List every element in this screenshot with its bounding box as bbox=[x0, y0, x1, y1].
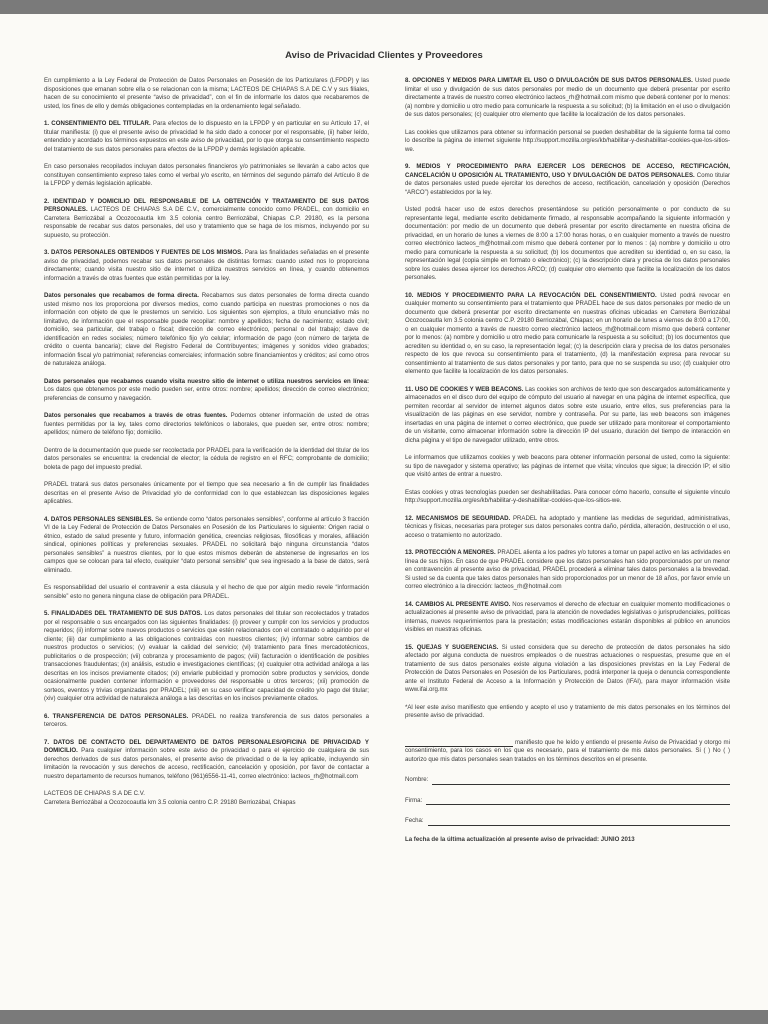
paragraph bbox=[44, 292, 369, 369]
signature-date-row bbox=[405, 817, 730, 826]
section-heading: 11. USO DE COOKIES Y WEB BEACONS. bbox=[405, 385, 524, 393]
paragraph bbox=[405, 515, 730, 541]
paragraph bbox=[44, 163, 369, 189]
paragraph-text: Es responsabilidad del usuario el contravenir a esta cláusula y el hecho de que por algún medio revele “información sensible” esto no genera ninguna clase de obligación para PRADEL. bbox=[44, 584, 369, 600]
section-heading: 13. PROTECCIÓN A MENORES. bbox=[405, 549, 496, 556]
paragraph bbox=[44, 790, 369, 807]
section-heading: 9. MEDIOS Y PROCEDIMIENTO PARA EJERCER LOS DERECHOS DE ACCESO, RECTIFICACIÓN, CANCELACIÓN U OPOSICIÓN AL TRATAMIENTO, USO Y DIVULGACIÓN DE DATOS PERSONALES. bbox=[405, 163, 730, 179]
section-heading: 14. CAMBIOS AL PRESENTE AVISO. bbox=[405, 600, 511, 608]
consent-text: manifiesto que he leído y entiendo el presente Aviso de Privacidad y otorgo mi consentimiento, para los casos en los que es necesario, para el tratamiento de mis datos personales. Si ( ) No ( ) autorizo que mis datos personales sean tratados en los términos descritos en el presente. bbox=[405, 738, 730, 763]
name-line bbox=[432, 777, 730, 785]
left-column bbox=[44, 77, 369, 816]
paragraph bbox=[405, 454, 730, 480]
paragraph-text: *Al leer este aviso manifiesto que entiendo y acepto el uso y tratamiento de mis datos personales en los términos del presente aviso de privacidad. bbox=[405, 703, 730, 719]
paragraph bbox=[44, 198, 369, 241]
paragraph-text: LACTEOS DE CHIAPAS S.A DE C.V., comercialmente conocido como PRADEL, con domicilio en Carretera Berriozábal a Ocozocoautla km 3.5 colonia centro Berriozábal, Chiapas C.P. 29180, es la persona responsable de recabar sus datos personales, del uso y tratamiento que se haga de los mismos, incluyendo por su supuesto, su protección. bbox=[44, 206, 369, 239]
paragraph-text: PRADEL tratará sus datos personales únicamente por el tiempo que sea necesario a fin de cumplir las finalidades descritas en el presente Aviso de Privacidad y/o de conformidad con lo que establezcan las disposiciones legales aplicables. bbox=[44, 481, 369, 505]
signature-line bbox=[426, 797, 730, 805]
section-heading: 8. OPCIONES Y MEDIOS PARA LIMITAR EL USO O DIVULGACIÓN DE SUS DATOS PERSONALES. bbox=[405, 77, 693, 84]
paragraph bbox=[44, 584, 369, 601]
paragraph-text: Usted podrá hacer uso de estos derechos presentándose su petición personalmente o por conducto de su representante legal, mediante escrito debidamente firmado, al responsable acompañando la siguiente información y documentación: por medio de un documento que deberá presentar por escrito directamente en nuestra oficina de privacidad, en un horario de lunes a viernes de 8:00 a 17:00 horas horas, o en cualquier momento a través de nuestro correo electrónico lacteos_rh@hotmail.com mismo que deberá contener por lo menos : (a) nombre y domicilio u otro medio para comunicarle la respuesta a su solicitud; (b) los documentos que acrediten su identidad o, en su caso, la representación legal (copia simple en formato o electrónico); (c) la descripción clara y precisa de los datos personales sobre los cuales desea ejercer los derechos ARCO; (d) cualquier otro elemento que facilite la localización de los datos personales. bbox=[405, 206, 730, 281]
paragraph-text: PRADEL no realiza transferencia de sus datos personales a terceros. bbox=[44, 712, 369, 728]
paragraph-text: Usted podrá revocar en cualquier momento su consentimiento para el tratamiento que PRADEL hace de sus datos personales por medio de un documento que deberá presentar por escrito directamente en nuestras oficinas ubicadas en Carretera Berriozábal Ocozocoautla km 3.5 colonia centro C.P. 29180 Berriozábal, Chiapas; en un horario de lunes a viernes de 8:00 a 17:00, o en cualquier momento a través de nuestro correo electrónico lacteos_rh@hotmail.com mismo que deberá contener por lo menos: (a) nombre y domicilio u otro medio para comunicarle la respuesta a su solicitud; (b) los documentos que acrediten su identidad o, en su caso, la representación legal; (c) la descripción clara y precisa de los datos personales respecto de los que revoca su consentimiento para el tratamiento, (d) la manifestación expresa para revocar su consentimiento al tratamiento de sus datos personales y por tanto, para que no se suspenda su uso; (d) cualquier otro elemento que facilite la localización de los datos personales. bbox=[405, 291, 730, 375]
paragraph bbox=[405, 644, 730, 695]
paragraph-text: En caso personales recopilados incluyan datos personales financieros y/o patrimoniales se llevarán a cabo actos que constituyen consentimiento expreso tales como el verbal y/o escrito, en términos del segundo párrafo del Artículo 8 de la LFPDP y demás legislación aplicable. bbox=[44, 163, 369, 187]
name-label: Nombre: bbox=[405, 776, 429, 783]
paragraph-text: Para cualquier información sobre este aviso de privacidad o para el ejercicio de cualquiera de sus derechos derivados de sus datos personales, el presente aviso de privacidad o de la ley aplicable, incluyendo sin limitación la revocación y sus derechos de acceso, rectificación, cancelación y oposición, por favor de contactar a nuestro departamento de recursos humanos, teléfono (961)6556-11-41, correo electrónico: lacteos_rh@hotmail.com bbox=[44, 747, 369, 780]
paragraph-text: En cumplimiento a la Ley Federal de Protección de Datos Personales en Posesión de los Particulares (LFPDP) y las disposiciones que emanan sobre ella o se relacionan con la misma; LACTEOS DE CHIAPAS S.A DE C.V y sus filiales, hacen de su conocimiento el presente “aviso de privacidad”, con el fin de informarle los datos que recabaremos de usted, los fines de ello y demás obligaciones contempladas en la ordenamiento legal señalado. bbox=[44, 77, 369, 110]
signature-label: Firma: bbox=[405, 796, 423, 804]
paragraph bbox=[44, 378, 369, 404]
paragraph bbox=[405, 163, 730, 197]
signature-name-row bbox=[405, 776, 730, 785]
section-heading: Datos personales que recabamos cuando visita nuestro sitio de internet o utiliza nuestros servicios en línea: bbox=[44, 377, 369, 385]
section-heading: 3. DATOS PERSONALES OBTENIDOS Y FUENTES DE LOS MISMOS. bbox=[44, 249, 243, 256]
section-heading: 10. MEDIOS Y PROCEDIMIENTO PARA LA REVOCACIÓN DEL CONSENTIMIENTO. bbox=[405, 291, 657, 299]
right-paragraphs bbox=[405, 77, 730, 721]
paragraph bbox=[405, 206, 730, 283]
paragraph bbox=[44, 412, 369, 438]
paragraph-text: Nos reservamos el derecho de efectuar en cualquier momento modificaciones o actualizaciones al presente aviso de privacidad, para la atención de novedades legislativas o jurisprudenciales, políticas internas, nuevos requerimientos para la prestación; estas modificaciones estarán disponibles al público en anuncios visibles en nuestras oficinas. bbox=[405, 600, 730, 633]
section-heading: 15. QUEJAS Y SUGERENCIAS. bbox=[405, 643, 499, 651]
signature-firma-row bbox=[405, 797, 730, 806]
date-label: Fecha: bbox=[405, 817, 424, 824]
section-heading: 1. CONSENTIMIENTO DEL TITULAR. bbox=[44, 120, 151, 127]
paragraph bbox=[405, 77, 730, 120]
document-page bbox=[0, 14, 768, 1010]
consent-statement bbox=[405, 739, 730, 765]
paragraph-text: Como titular de datos personales usted puede ejercitar los derechos de acceso, rectificación, cancelación y oposición (Derechos “ARCO”) establecidos por la ley. bbox=[405, 171, 730, 196]
paragraph-text: LACTEOS DE CHIAPAS S.A DE C.V. Carretera Berriozábal a Ocozocoautla km 3.5 colonia centro C.P. 29180 Berriozábal, Chiapas bbox=[44, 790, 296, 806]
paragraph bbox=[405, 386, 730, 446]
section-heading: 4. DATOS PERSONALES SENSIBLES. bbox=[44, 515, 154, 523]
paragraph bbox=[405, 489, 730, 506]
paragraph-text: Dentro de la documentación que puede ser recolectada por PRADEL para la verificación de la identidad del titular de los datos personales se encuentra: la credencial de elector; la cédula de registro en el RFC; comprobante de domicilio; boleta de pago del impuesto predial. bbox=[44, 446, 369, 471]
paragraph-text: Los datos que obtenemos por este medio pueden ser, entre otros: nombre; apellidos; dirección de correo electrónico; preferencias de consumo y navegación. bbox=[44, 386, 369, 402]
paragraph bbox=[405, 292, 730, 377]
paragraph-text: PRADEL alienta a los padres y/o tutores a tomar un papel activo en las actividades en línea de sus hijos. En caso de que PRADEL considere que los datos personales han sido proporcionados por un menor en contravención al presente aviso de privacidad, PRADEL procederá a eliminar tales datos personales a la brevedad. Si usted se da cuenta que tales datos personales han sido proporcionados por un menor de 18 años, por favor envíe un correo electrónico a la dirección: lacteos_rh@hotmail.com bbox=[405, 549, 730, 590]
name-blank-line bbox=[405, 740, 513, 747]
paragraph bbox=[405, 601, 730, 635]
paragraph bbox=[44, 120, 369, 154]
paragraph-text: Los datos personales del titular son recolectados y tratados por el responsable o sus encargados con las siguientes finalidades: (i) proveer y cumplir con los servicios y productos requeridos; (ii) informar sobre nuevos productos o servicios que estén relacionados con el contratado o adquirido por el cliente; (iii) dar cumplimiento a las obligaciones contraídas con nuestros clientes; (iv) informar sobre cambios de nuestros productos o servicios; (v) evaluar la calidad del servicio; (vi) tratamiento para fines mercadotécnicos, publicitarios o de prospección; (vii) cobranza y procesamiento de pagos; (viii) facturación o identificación de posibles transacciones fraudulentas; (ix) análisis, estudio e investigaciones científicas; (x) cualquier otra actividad análoga a las descritas en los incisos previamente citados; (xi) enviarle publicidad y promoción sobre productos y servicios, donde ocasionalmente pueden contener información e proveedores del responsable u otros terceros; (xii) promoción de sorteos, eventos y trivias organizadas por PRADEL; (xiii) en su caso verificar capacidad de crédito y/o pago del titular; (xiv) cualquier otra actividad de naturaleza análoga a las descritas en los incisos previamente citados. bbox=[44, 610, 370, 702]
paragraph bbox=[405, 704, 730, 721]
paragraph bbox=[44, 481, 369, 507]
paragraph-text: Le informamos que utilizamos cookies y web beacons para obtener información personal de usted, como la siguiente: su tipo de navegador y sistema operativo; las páginas de internet que visita; vínculos que sigue; la dirección IP; el sitio que visitó antes de entrar a nuestro. bbox=[405, 454, 730, 478]
section-heading: 2. IDENTIDAD Y DOMICILIO DEL RESPONSABLE DE LA OBTENCIÓN Y TRATAMIENTO DE SUS DATOS PERSONALES. bbox=[44, 197, 369, 213]
document-title: Aviso de Privacidad Clientes y Proveedores bbox=[285, 50, 483, 61]
section-heading: Datos personales que recabamos de forma directa. bbox=[44, 292, 199, 299]
paragraph-text: Para efectos de lo dispuesto en la LFPDP y en particular en su Artículo 17, el titular manifiesta: (i) que el presente aviso de privacidad le ha sido dado a conocer por el responsable, (ii) haber leído, entendido y acordado los términos expuestos en este aviso de privacidad, por lo que otorga su consentimiento respecto del tratamiento de sus datos personales para efectos de la LFPDP y demás legislación aplicable. bbox=[44, 120, 369, 153]
section-heading: Datos personales que recabamos a través de otras fuentes. bbox=[44, 412, 228, 419]
paragraph bbox=[405, 129, 730, 155]
paragraph-text: Las cookies que utilizamos para obtener su información personal se pueden deshabilitar de la siguiente forma tal como lo describe la página de internet siguiente http://support.mozilla.org/es/kb/habilitar-y-deshabilitar-cookies-que-los-sitios-we. bbox=[405, 128, 730, 153]
paragraph bbox=[44, 447, 369, 473]
paragraph-text: Para las finalidades señaladas en el presente aviso de privacidad, podemos recabar sus datos personales de distintas formas: cuando usted nos lo proporciona directamente; cuando visita nuestro sitio de internet o utiliza nuestros servicios en línea, y cuando obtenemos información a través de otras fuentes que están permitidas por la ley. bbox=[44, 249, 369, 282]
paragraph-text: Si usted considera que su derecho de protección de datos personales ha sido afectado por alguna conducta de nuestros empleados o de nuestras actuaciones o respuestas, presume que en el tratamiento de sus datos personales existe alguna violación a las disposiciones previstas en la Ley Federal de Protección de Datos Personales en Posesión de los Particulares, podrá interponer la queja o denuncia correspondiente ante el Instituto Federal de Acceso a la Información y Protección de Datos (IFAI), para mayor información visite www.ifai.org.mx bbox=[405, 643, 730, 693]
right-column bbox=[405, 77, 730, 853]
paragraph bbox=[44, 77, 369, 111]
paragraph bbox=[44, 516, 369, 576]
paragraph-text: Se entiende como “datos personales sensibles”, conforme al artículo 3 fracción VI de la Ley Federal de Protección de Datos Personales en Posesión de los Particulares lo siguiente: Origen racial o étnico, estado de salud presente y futuro, información genética, creencias religiosas, filosóficas y morales, afiliación sindical, opiniones políticas y preferencias sexuales. PRADEL no solicitará bajo ninguna circunstancia “datos personales sensibles” a nuestros clientes, por lo que estos mismos deberán de abstenerse de ingresarlos en los campos que se colocan para tal efecto, cualquier “dato personal sensible” que sea ingresado a la base de datos, será eliminado. bbox=[44, 515, 369, 574]
section-heading: 12. MECANISMOS DE SEGURIDAD. bbox=[405, 514, 511, 522]
paragraph bbox=[44, 249, 369, 283]
paragraph-text: Recabamos sus datos personales de forma directa cuando usted mismo nos los proporciona por diversos medios, como cuando participa en nuestras promociones o nos da información con objeto de que le prestemos un servicio. Los siguientes son ejemplos, a título enunciativo más no limitativo, de información que el responsable puede recopilar: nombre y apellidos; fecha de nacimiento; estado civil; domicilio, sea particular, del trabajo o fiscal; dirección de correo electrónico, personal o del trabajo; clave de identificación en redes sociales; número telefónico fijo y/o celular; información de pago (con número de tarjeta de crédito o cuenta bancaria); clave del Registro Federal de Contribuyentes; imágenes y sonidos video grabados; información fiscal y/o patrimonial; referencias comerciales; información sobre financiamientos y créditos; así como otros de naturaleza análoga. bbox=[44, 292, 369, 367]
section-heading: 6. TRANSFERENCIA DE DATOS PERSONALES. bbox=[44, 712, 189, 720]
date-line bbox=[428, 818, 730, 826]
section-heading: 5. FINALIDADES DEL TRATAMIENTO DE SUS DATOS. bbox=[44, 610, 203, 617]
paragraph-text: Las cookies son archivos de texto que son descargados automáticamente y almacenados en el disco duro del equipo de cómputo del usuario al navegar en una página de internet específica, que permiten recordar al servidor de internet algunos datos sobre este usuario, entre ellos, sus preferencias para la visualización de las páginas en ese servidor, nombre y contraseña. Por su parte, las web beacons son imágenes insertadas en una página de internet o correo electrónico, que puede ser utilizado para monitorear el comportamiento de un visitante, como almacenar información sobre la dirección IP del usuario, duración del tiempo de interacción en dicha página y el tipo de navegador utilizado, entre otros. bbox=[405, 385, 730, 444]
paragraph-text: Estas cookies y otras tecnologías pueden ser deshabilitadas. Para conocer cómo hacerlo, consulte el siguiente vínculo http://support.mozilla.org/es/kb/habilitar-y-deshabilitar-cookies-que-los-sitios-we. bbox=[405, 488, 730, 504]
paragraph bbox=[44, 610, 369, 704]
update-note: La fecha de la última actualización al presente aviso de privacidad: JUNIO 2013 bbox=[405, 835, 635, 843]
paragraph-text: Podemos obtener información de usted de otras fuentes permitidas por la ley, tales como directorios telefónicos o laborales, que pueden ser, entre otros: nombre; apellidos; número de teléfono fijo; domicilio. bbox=[44, 412, 369, 436]
paragraph bbox=[44, 713, 369, 730]
section-heading: 7. DATOS DE CONTACTO DEL DEPARTAMENTO DE DATOS PERSONALES/OFICINA DE PRIVACIDAD Y DOMICILIO. bbox=[44, 738, 369, 754]
paragraph-text: PRADEL ha adoptado y mantiene las medidas de seguridad, administrativas, técnicas y físicas, necesarias para proteger sus datos personales contra daño, pérdida, alteración, destrucción o el uso, acceso o tratamiento no autorizado. bbox=[405, 514, 730, 539]
paragraph bbox=[405, 549, 730, 592]
paragraph-text: Usted puede limitar el uso y divulgación de sus datos personales por medio de un documento que deberá presentar por escrito directamente a través de nuestro correo electrónico lacteos_rh@hotmail.com mismo que deberá contener por lo menos: (a) nombre y domicilio u otro medio para comunicarle la respuesta a su solicitud; (b) la limitación en el uso o divulgación de sus datos personales; (c) cualquier otro elemento que facilite la localización de los datos personales. bbox=[405, 77, 730, 118]
paragraph bbox=[44, 739, 369, 782]
